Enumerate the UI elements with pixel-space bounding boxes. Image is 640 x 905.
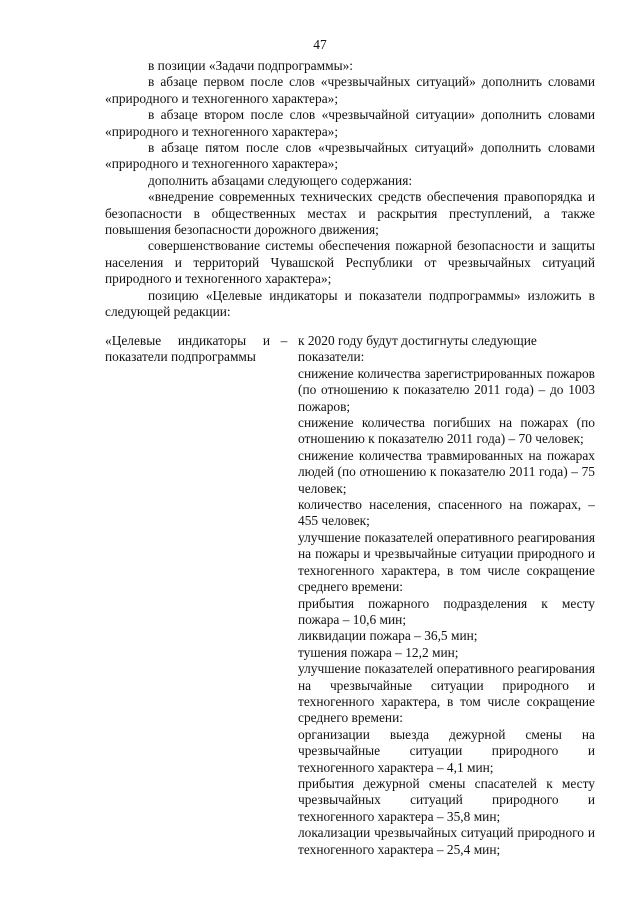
indicator-item: снижение количества зарегистрированных пожаров (по отношению к показателю 2011 года) – до 1003 пожаров; [298,365,595,414]
paragraph: в абзаце первом после слов «чрезвычайных ситуаций» дополнить словами «природного и техногенного характера»; [105,74,595,106]
indicators-table [105,333,595,858]
indicators-label: «Целевые индикаторы и показатели подпрограммы [105,333,270,365]
page-number: 47 [313,37,327,52]
indicator-item: локализации чрезвычайных ситуаций природного и техногенного характера – 25,4 мин; [298,825,595,857]
indicators-first-item: к 2020 году будут достигнуты следующие показатели: [298,333,537,365]
indicator-item: снижение количества травмированных на пожарах людей (по отношению к показателю 2011 года) – 75 человек; [298,447,595,496]
indicators-list [105,366,595,858]
paragraph: позицию «Целевые индикаторы и показатели подпрограммы» изложить в следующей редакции: [105,287,595,320]
paragraph: в абзаце втором после слов «чрезвычайной ситуации» дополнить словами «природного и техногенного характера»; [105,107,595,139]
indicator-item: прибытия дежурной смены спасателей к месту чрезвычайных ситуаций природного и техногенного характера – 35,8 мин; [298,775,595,824]
indicator-item: снижение количества погибших на пожарах (по отношению к показателю 2011 года) – 70 человек; [298,415,595,447]
indicator-item: улучшение показателей оперативного реагирования на чрезвычайные ситуации природного и техногенного характера, в том числе сокращение среднего времени: [298,661,595,726]
indicator-item: ликвидации пожара – 36,5 мин; [298,628,478,644]
paragraph: в позиции «Задачи подпрограммы»: [148,58,353,73]
indicator-item: количество населения, спасенного на пожарах, – 455 человек; [298,497,595,529]
paragraph: в абзаце пятом после слов «чрезвычайных ситуаций» дополнить словами «природного и техногенного характера»; [105,140,595,172]
indicator-item: прибытия пожарного подразделения к месту пожара – 10,6 мин; [298,595,595,627]
indicators-row [105,333,595,366]
paragraph: совершенствование системы обеспечения пожарной безопасности и защиты населения и территорий Чувашской Республики от чрезвычайных ситуаций природного и техногенного характера»; [105,238,595,287]
paragraph: дополнить абзацами следующего содержания: [148,172,413,188]
paragraph: «внедрение современных технических средств обеспечения правопорядка и безопасности в общественных местах и раскрытия преступлений, а также повышения безопасности дорожного движения; [105,189,595,238]
indicator-item: организации выезда дежурной смены на чрезвычайные ситуации природного и техногенного характера – 4,1 мин; [298,726,595,775]
indicator-item: улучшение показателей оперативного реагирования на пожары и чрезвычайные ситуации природного и техногенного характера, в том числе сокращение среднего времени: [298,529,595,595]
document-body [105,58,595,321]
indicator-item: тушения пожара – 12,2 мин; [298,644,459,660]
indicators-dash: – [280,333,288,348]
